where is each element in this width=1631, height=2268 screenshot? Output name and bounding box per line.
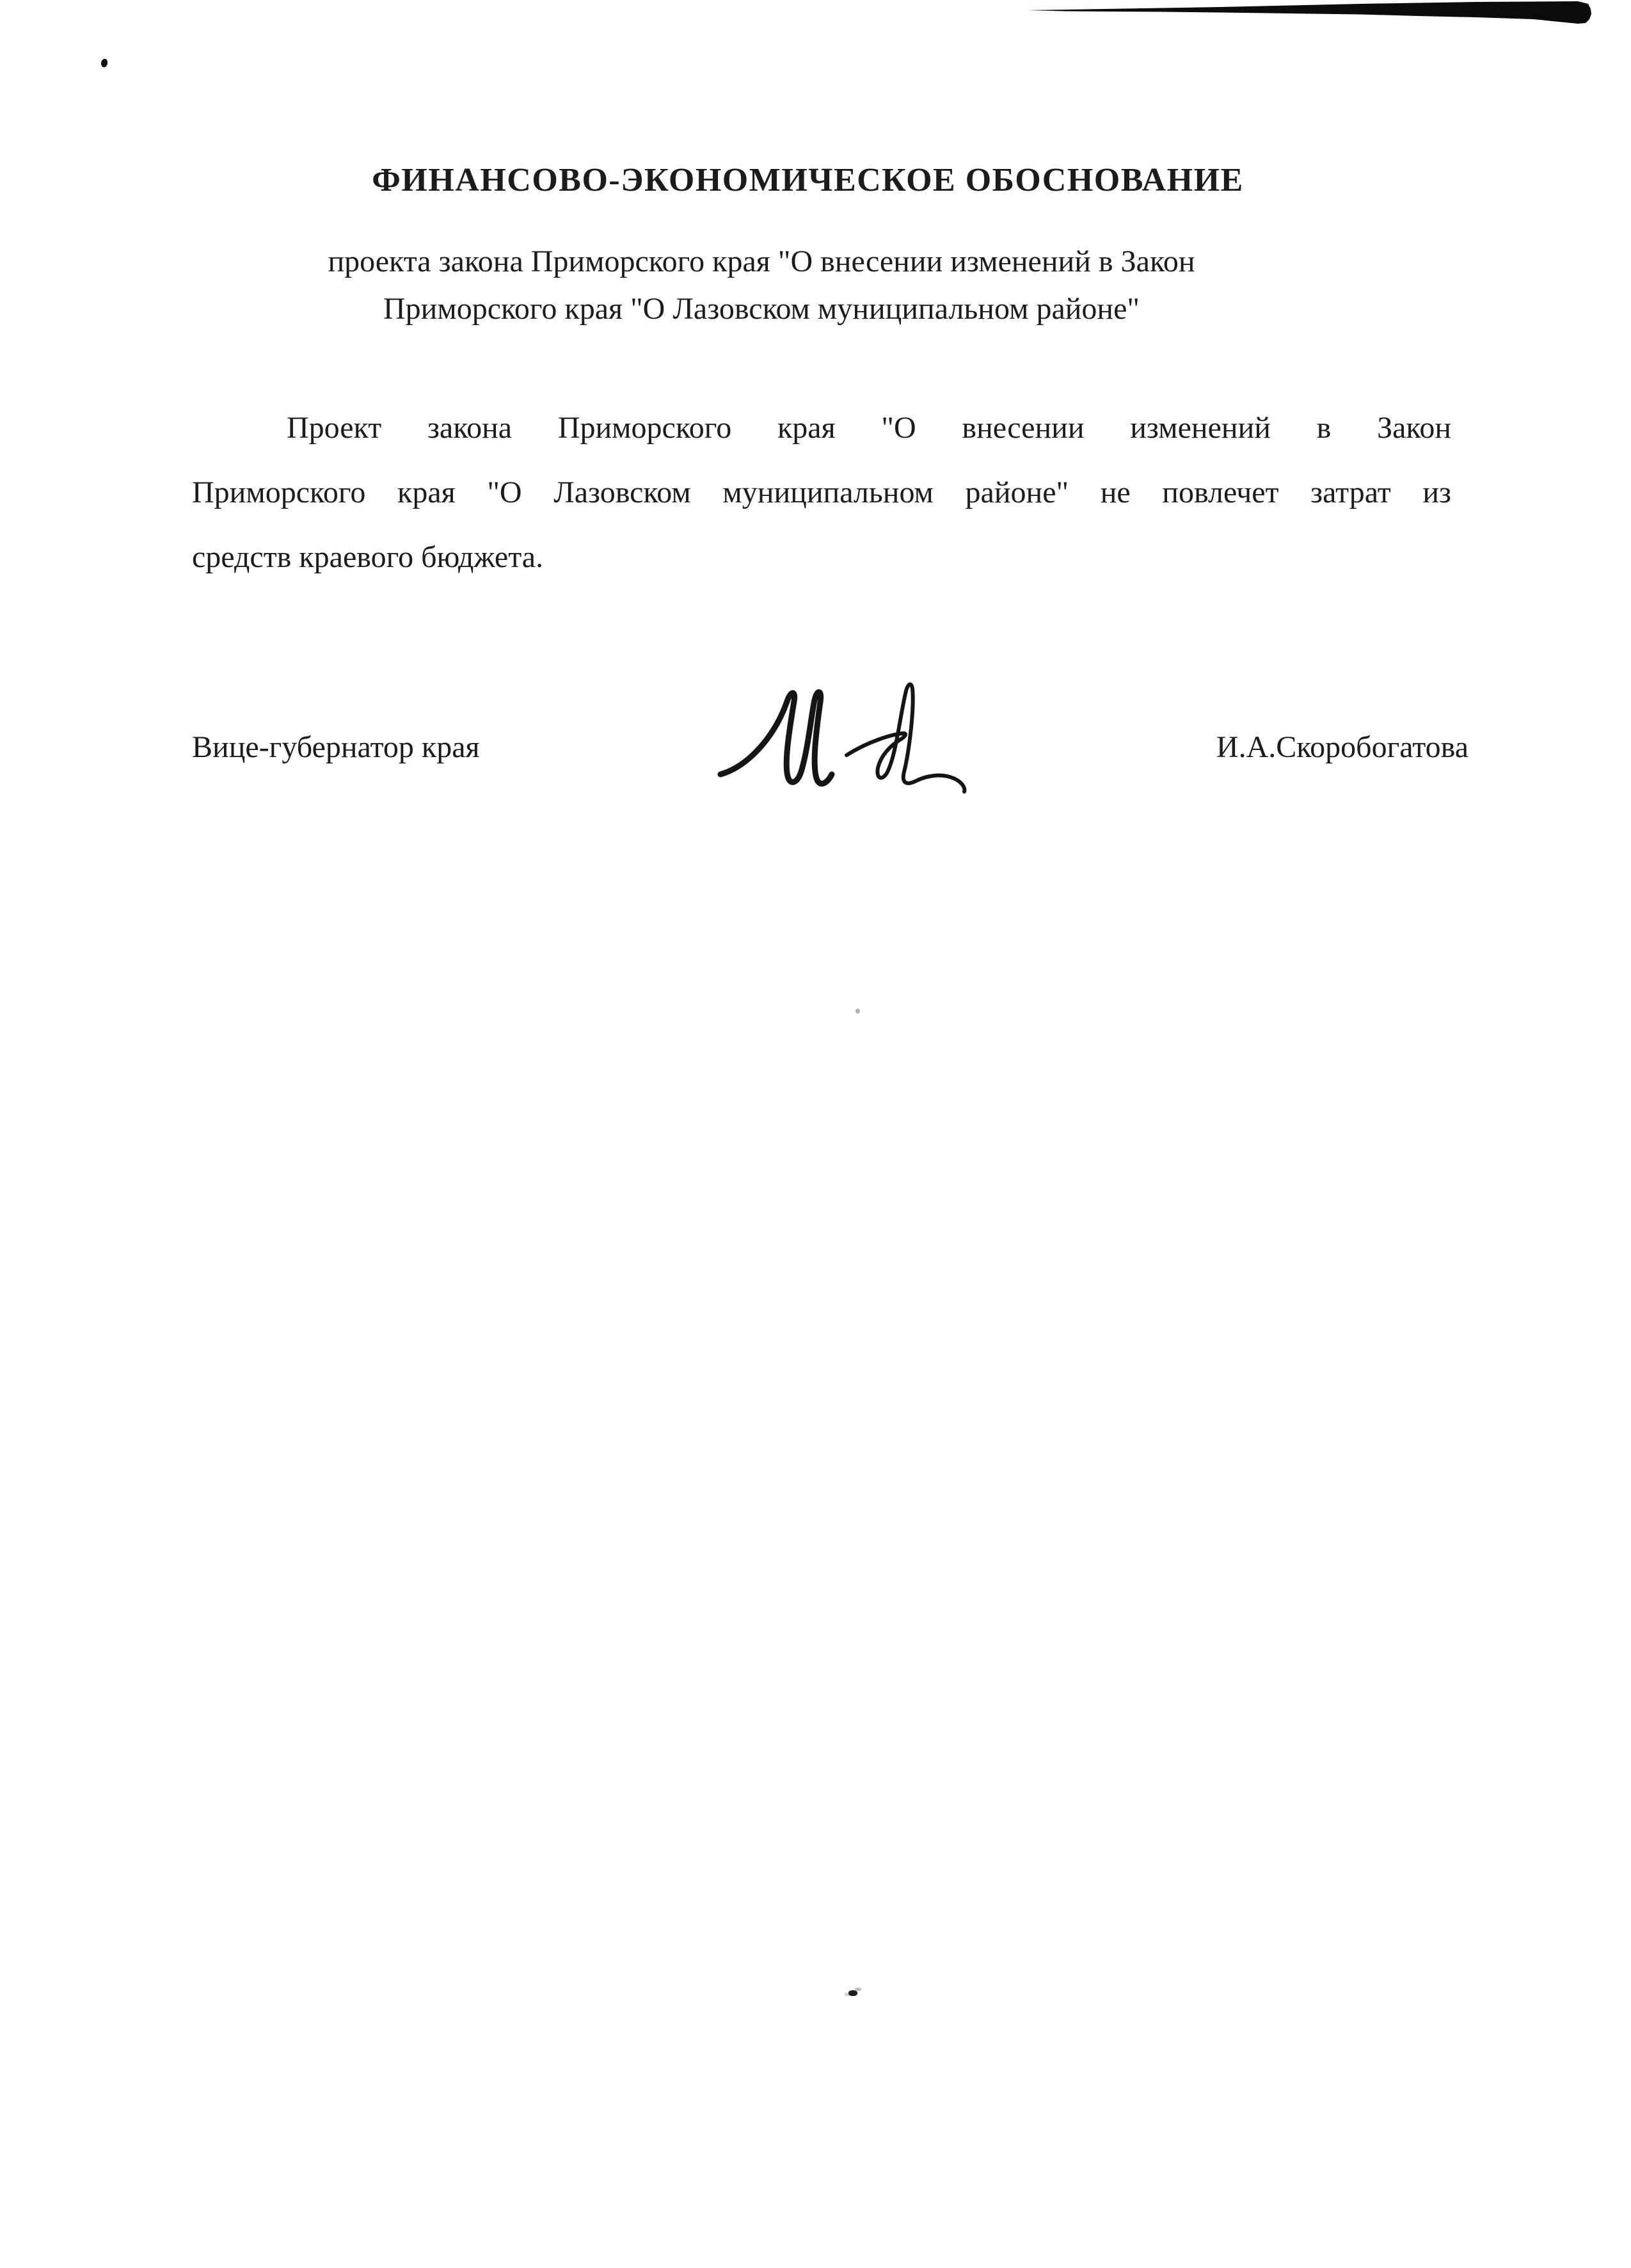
subtitle-line-2: Приморского края "О Лазовском муниципальном районе" [383, 292, 1140, 326]
signer-position-label: Вице-губернатор края [192, 730, 480, 764]
scan-speck-lower [848, 1990, 857, 1996]
body-line-2: Приморского края "О Лазовском муниципальном районе" не повлечет затрат из [192, 475, 1451, 509]
body-line-1: Проект закона Приморского края "О внесении изменений в Закон [287, 411, 1451, 445]
body-line-3: средств краевого бюджета. [192, 540, 544, 574]
signer-name: И.А.Скоробогатова [1216, 730, 1468, 764]
scan-streak-artifact [1028, 0, 1593, 27]
handwritten-signature [715, 677, 1010, 802]
subtitle-line-1: проекта закона Приморского края "О внесении изменений в Закон [328, 244, 1195, 278]
ink-dot-artifact [101, 59, 107, 67]
body-paragraph [192, 395, 1451, 589]
scan-speck-middle [855, 1009, 860, 1014]
document-title: ФИНАНСОВО-ЭКОНОМИЧЕСКОЕ ОБОСНОВАНИЕ [372, 162, 1244, 198]
document-subtitle [122, 238, 1401, 333]
